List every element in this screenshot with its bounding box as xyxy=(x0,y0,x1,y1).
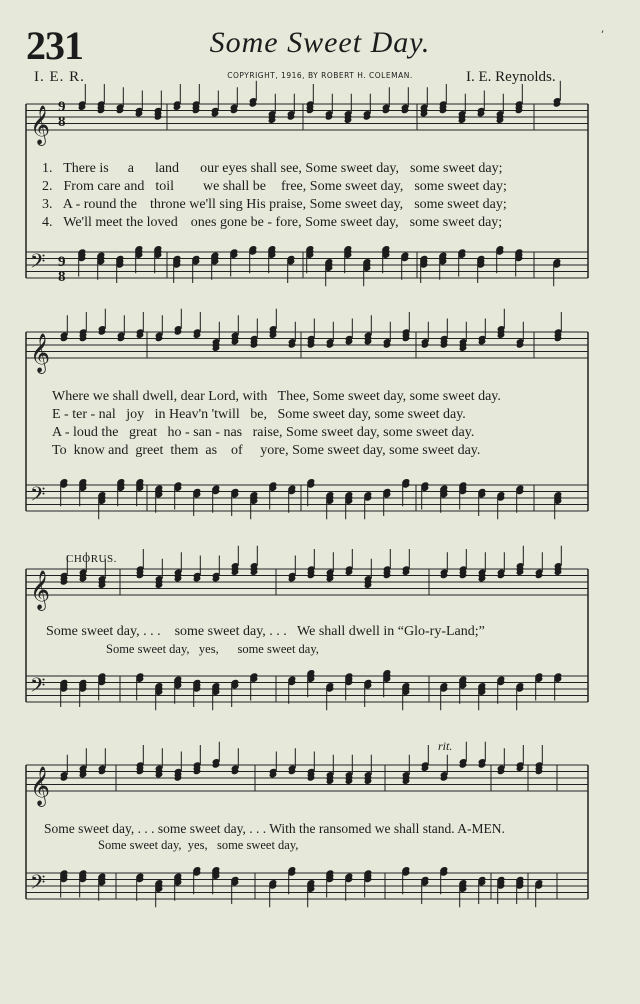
chorus-label: CHORUS. xyxy=(66,553,117,565)
lyric-syllables: some sweet day; xyxy=(414,179,507,194)
verse-number: 2. xyxy=(42,179,53,194)
page-mark: ’ xyxy=(600,30,604,41)
lyric-syllables: ones gone be - fore, xyxy=(190,215,302,230)
bass-clef-icon: 𝄢 xyxy=(30,673,46,702)
copyright-notice: COPYRIGHT, 1916, BY ROBERT H. COLEMAN. xyxy=(227,71,413,80)
treble-clef-icon: 𝄞 xyxy=(30,570,51,610)
lyric-syllables: From care and xyxy=(63,179,145,194)
lyric-syllables: our eyes shall see, xyxy=(200,161,302,176)
lyric-syllables: we shall be xyxy=(203,179,267,194)
lyricist: I. E. R. xyxy=(34,69,85,85)
lyric-syllables: Some sweet day, xyxy=(309,197,404,212)
lyric-syllables: throne we'll sing His praise, xyxy=(150,197,307,212)
chorus-line-2: Some sweet day, . . . some sweet day, . . . With the ransomed we shall stand. A-MEN. xyxy=(44,821,505,836)
verse-3-line xyxy=(42,196,507,214)
chorus-alto-line-2: Some sweet day, yes, some sweet day, xyxy=(98,838,299,852)
composer: I. E. Reynolds. xyxy=(466,69,556,85)
lyric-syllables: There is xyxy=(63,161,109,176)
chorus-alto-line-1: Some sweet day, yes, some sweet day, xyxy=(106,642,319,656)
lyric-syllables: free, xyxy=(281,179,307,194)
lyric-syllables: Some sweet day, xyxy=(309,179,404,194)
bass-clef-icon: 𝄢 xyxy=(30,249,46,278)
lyric-syllables: toil xyxy=(155,179,175,194)
verse-4-line: To know and greet them as of yore, Some sweet day, some sweet day. xyxy=(52,443,481,458)
verse-2-line: E - ter - nal joy in Heav'n 'twill be, Some sweet day, some sweet day. xyxy=(52,407,466,422)
verse-number: 4. xyxy=(42,215,53,230)
lyric-syllables: A - round the xyxy=(62,197,137,212)
lyric-syllables: a xyxy=(127,161,134,176)
lyric-syllables: some sweet day; xyxy=(414,197,507,212)
time-signature-treble: 9 8 xyxy=(58,99,66,130)
verse-1-line xyxy=(42,160,503,178)
verse-3-line: A - loud the great ho - san - nas raise, Some sweet day, some sweet day. xyxy=(52,425,475,440)
verse-number: 3. xyxy=(42,197,53,212)
lyric-syllables: Some sweet day, xyxy=(305,161,399,176)
lyric-syllables: some sweet day; xyxy=(410,161,503,176)
lyric-syllables: some sweet day; xyxy=(409,215,503,230)
lyric-syllables: Some sweet day, xyxy=(305,215,399,230)
hymn-number: 231 xyxy=(26,23,83,68)
bass-clef-icon: 𝄢 xyxy=(30,870,46,899)
lyric-syllables: land xyxy=(154,161,180,176)
lyric-syllables: We'll meet the loved xyxy=(63,215,178,230)
treble-clef-icon: 𝄞 xyxy=(30,105,51,145)
chorus-line-1: Some sweet day, . . . some sweet day, . . . We shall dwell in “Glo-ry-Land;” xyxy=(46,624,485,639)
ritardando-mark: rit. xyxy=(438,739,453,753)
verse-number: 1. xyxy=(42,161,53,176)
verse-4-line xyxy=(42,214,502,232)
treble-clef-icon: 𝄞 xyxy=(30,766,51,806)
bass-clef-icon: 𝄢 xyxy=(30,482,46,511)
time-signature-bass: 9 8 xyxy=(58,254,66,285)
verse-1-line: Where we shall dwell, dear Lord, with Thee, Some sweet day, some sweet day. xyxy=(52,389,501,404)
verse-2-line xyxy=(42,178,507,196)
hymn-title: Some Sweet Day. xyxy=(209,26,431,59)
treble-clef-icon: 𝄞 xyxy=(30,333,51,373)
